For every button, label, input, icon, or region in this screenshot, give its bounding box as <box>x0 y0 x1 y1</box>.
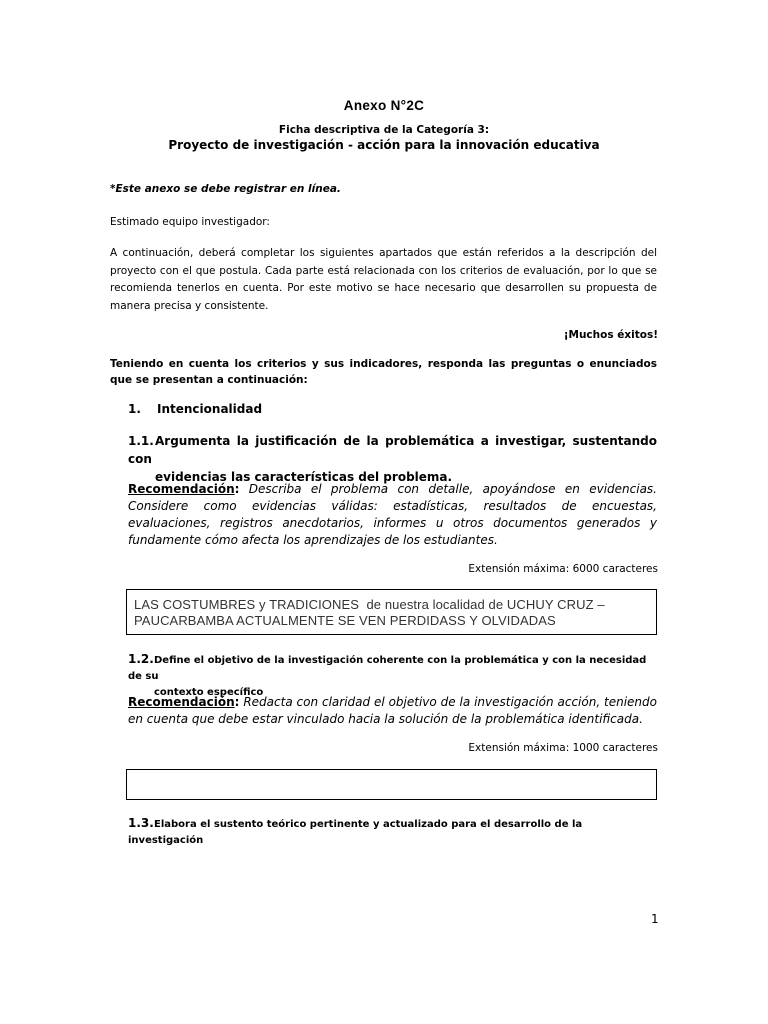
item-number: 1.3. <box>128 816 154 830</box>
recommendation-label: Recomendación <box>128 695 235 709</box>
recommendation-label: Recomendación <box>128 482 235 496</box>
instructions-text: Teniendo en cuenta los criterios y sus indicadores, responda las preguntas o enunciados que se presentan a continuación: <box>110 358 657 386</box>
item-heading-line1: Elabora el sustento teórico pertinente y actualizado para el desarrollo de la investigación <box>128 819 583 846</box>
item-heading-line1: Define el objetivo de la investigación coherente con la problemática y con la necesidad de su <box>128 655 647 682</box>
item-1-1-max-length: Extensión máxima: 6000 caracteres <box>468 563 658 575</box>
annex-subtitle: Ficha descriptiva de la Categoría 3: <box>278 124 490 136</box>
item-1-2-recommendation <box>128 694 657 728</box>
recommendation-colon: : <box>234 482 240 496</box>
section-title: Intencionalidad <box>157 402 263 416</box>
intro-paragraph: A continuación, deberá completar los siguientes apartados que están referidos a la descripción del proyecto con el que postula. Cada parte está relacionada con los criterios de evaluación, por lo que se recomienda tenerlos en cuenta. Por este motivo se hace necesario que desarrollen su propuesta de manera precisa y consistente. <box>110 247 657 312</box>
item-1-1-heading <box>128 432 657 486</box>
greeting: Estimado equipo investigador: <box>110 216 270 228</box>
item-1-2-max-length: Extensión máxima: 1000 caracteres <box>468 742 658 754</box>
section-heading-intencionalidad <box>128 402 262 416</box>
item-1-1-answer-text[interactable] <box>134 597 605 629</box>
section-number: 1. <box>128 402 141 416</box>
annex-title: Anexo N°2C <box>343 98 425 113</box>
answer-line2: PAUCARBAMBA ACTUALMENTE SE VEN PERDIDASS Y OLVIDADAS <box>134 613 556 628</box>
item-heading-line2: evidencias las características del problema. <box>155 470 453 484</box>
answer-line1: LAS COSTUMBRES y TRADICIONES de nuestra localidad de UCHUY CRUZ – <box>134 597 605 612</box>
item-1-1-answer-box[interactable] <box>126 589 657 635</box>
item-number: 1.1. <box>128 434 154 448</box>
closing-text: ¡Muchos éxitos! <box>563 329 658 341</box>
item-1-2-answer-box[interactable] <box>126 769 657 800</box>
item-1-3-heading <box>128 815 657 849</box>
page-number: 1 <box>651 912 659 926</box>
project-title: Proyecto de investigación - acción para la innovación educativa <box>168 138 600 152</box>
recommendation-colon: : <box>234 695 240 709</box>
recommendation-text: Redacta con claridad el objetivo de la investigación acción, teniendo en cuenta que debe estar vinculado hacia la solución de la problemática identificada. <box>128 695 657 726</box>
recommendation-text: Describa el problema con detalle, apoyándose en evidencias. Considere como evidencias válidas: estadísticas, resultados de encuestas, evaluaciones, registros anecdotarios, informes u otros documentos generados y fundamente cómo afecta los aprendizajes de los estudiantes. <box>128 482 657 547</box>
item-1-1-recommendation <box>128 481 657 549</box>
item-number: 1.2. <box>128 652 154 666</box>
item-heading-line1: Argumenta la justificación de la problemática a investigar, sustentando con <box>128 434 657 466</box>
item-heading-line2: contexto específico <box>154 687 264 698</box>
online-note: *Este anexo se debe registrar en línea. <box>110 183 341 195</box>
